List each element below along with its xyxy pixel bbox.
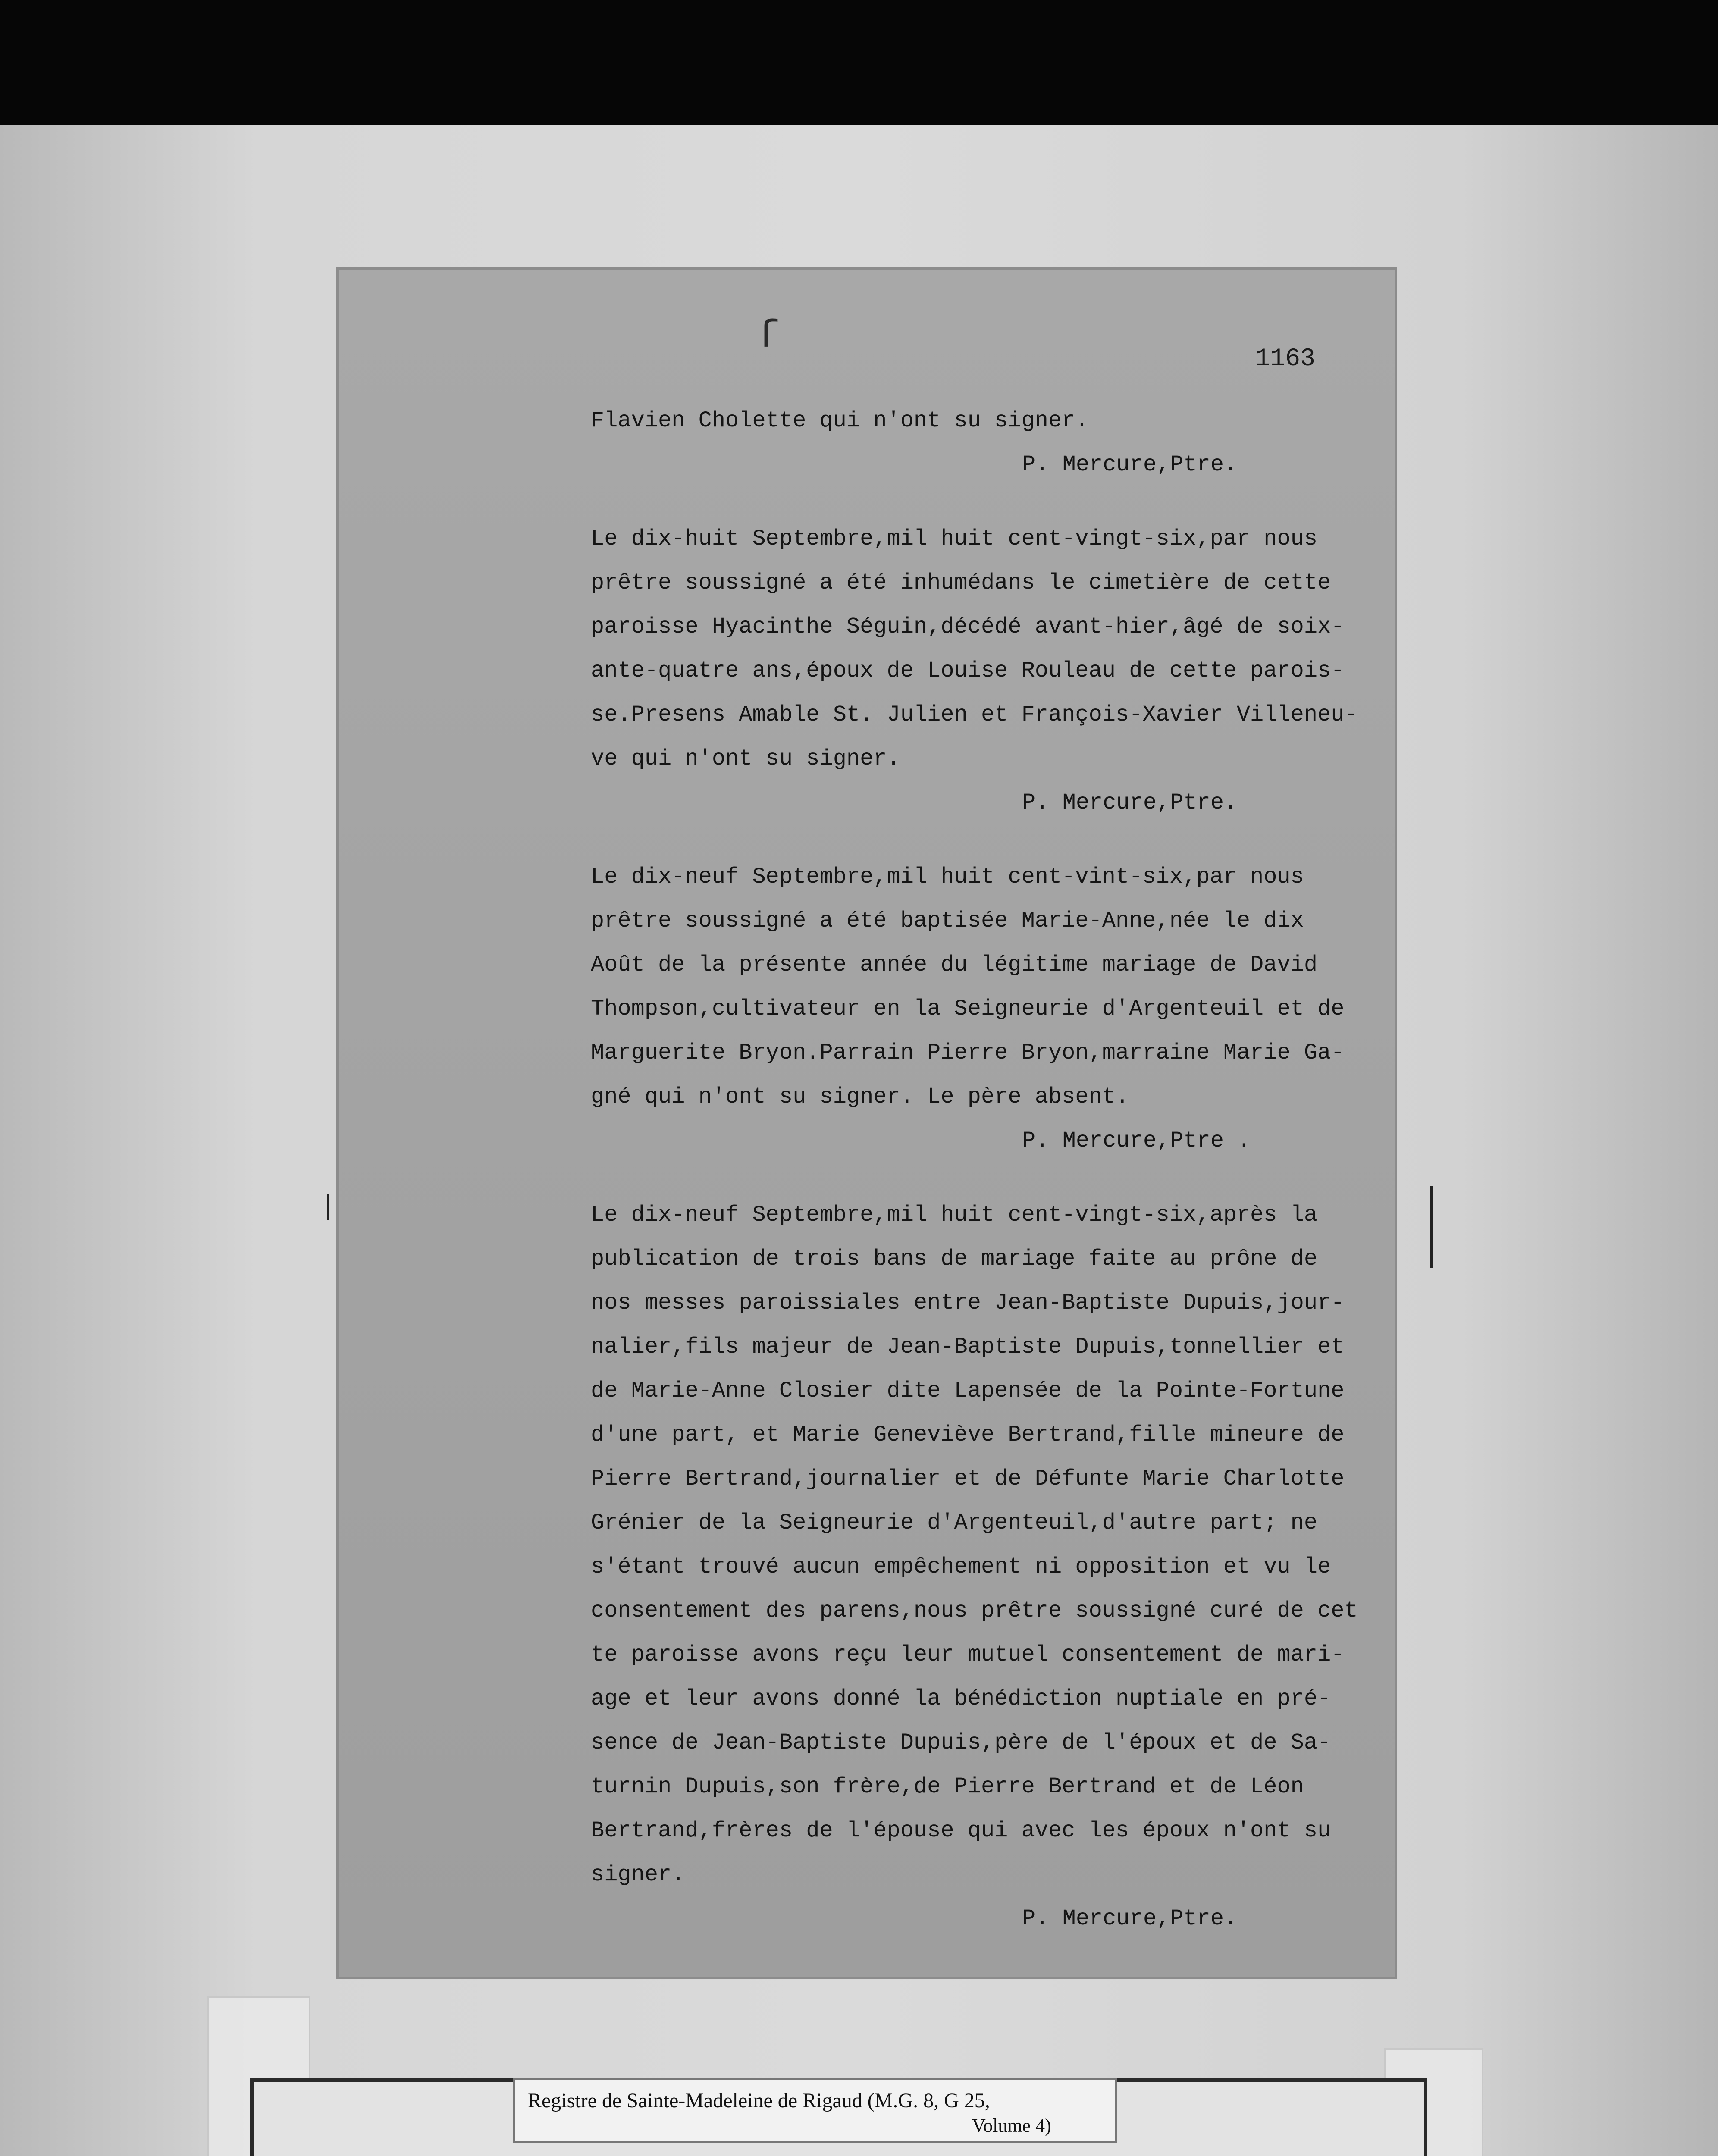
text-line: Flavien Cholette qui n'ont su signer. (591, 408, 1089, 433)
film-top-border (0, 0, 1718, 125)
entry-gap (591, 825, 1393, 855)
margin-mark-right (1430, 1186, 1433, 1268)
text-line: Bertrand,frères de l'épouse qui avec les époux n'ont su (591, 1818, 1331, 1843)
text-line: gné qui n'ont su signer. Le père absent. (591, 1084, 1129, 1109)
text-line: d'une part, et Marie Geneviève Bertrand,fille mineure de (591, 1422, 1345, 1448)
text-line: paroisse Hyacinthe Séguin,décédé avant-hier,âgé de soix- (591, 614, 1345, 639)
text-line: Août de la présente année du légitime mariage de David (591, 952, 1318, 978)
text-line: sence de Jean-Baptiste Dupuis,père de l'époux et de Sa- (591, 1730, 1331, 1755)
entry-gap (591, 487, 1393, 517)
text-line: Le dix-neuf Septembre,mil huit cent-vint-six,par nous (591, 864, 1304, 890)
reference-line-1: Registre de Sainte-Madeleine de Rigaud (M.G. 8, G 25, (528, 2089, 990, 2112)
signature-line: P. Mercure,Ptre. (1022, 452, 1238, 477)
register-entries (591, 399, 1393, 1941)
archive-label-area (0, 1984, 1718, 2156)
text-line: s'étant trouvé aucun empêchement ni opposition et vu le (591, 1554, 1331, 1579)
text-line: nalier,fils majeur de Jean-Baptiste Dupuis,tonnellier et (591, 1334, 1345, 1360)
text-line: Le dix-neuf Septembre,mil huit cent-vingt-six,après la (591, 1202, 1318, 1228)
text-line: signer. (591, 1862, 685, 1887)
text-line: Grénier de la Seigneurie d'Argenteuil,d'autre part; ne (591, 1510, 1318, 1536)
text-line: publication de trois bans de mariage faite au prône de (591, 1246, 1318, 1272)
reference-line-2: Volume 4) (972, 2115, 1051, 2136)
corner-mark: ſ (757, 315, 781, 359)
text-line: Le dix-huit Septembre,mil huit cent-vingt-six,par nous (591, 526, 1318, 552)
register-page (336, 267, 1397, 1979)
text-line: age et leur avons donné la bénédiction nuptiale en pré- (591, 1686, 1331, 1711)
text-line: prêtre soussigné a été baptisée Marie-Anne,née le dix (591, 908, 1304, 934)
entry-gap (591, 1163, 1393, 1193)
text-line: consentement des parens,nous prêtre soussigné curé de cet (591, 1598, 1358, 1623)
text-line: de Marie-Anne Closier dite Lapensée de la Pointe-Fortune (591, 1378, 1345, 1404)
register-reference-label (513, 2078, 1117, 2143)
signature-line: P. Mercure,Ptre . (1022, 1128, 1251, 1153)
text-line: turnin Dupuis,son frère,de Pierre Bertrand et de Léon (591, 1774, 1304, 1799)
margin-mark-left (327, 1194, 329, 1220)
text-line: ve qui n'ont su signer. (591, 746, 900, 771)
page-number: 1163 (1255, 345, 1315, 373)
text-line: ante-quatre ans,époux de Louise Rouleau de cette parois- (591, 658, 1345, 683)
signature-line: P. Mercure,Ptre. (1022, 1906, 1238, 1931)
signature-line: P. Mercure,Ptre. (1022, 790, 1238, 815)
text-line: se.Presens Amable St. Julien et François-Xavier Villeneu- (591, 702, 1358, 727)
text-line: Pierre Bertrand,journalier et de Défunte Marie Charlotte (591, 1466, 1345, 1492)
text-line: Thompson,cultivateur en la Seigneurie d'Argenteuil et de (591, 996, 1345, 1022)
text-line: Marguerite Bryon.Parrain Pierre Bryon,marraine Marie Ga- (591, 1040, 1345, 1065)
text-line: te paroisse avons reçu leur mutuel consentement de mari- (591, 1642, 1345, 1667)
text-line: nos messes paroissiales entre Jean-Baptiste Dupuis,jour- (591, 1290, 1345, 1316)
text-line: prêtre soussigné a été inhumédans le cimetière de cette (591, 570, 1331, 595)
